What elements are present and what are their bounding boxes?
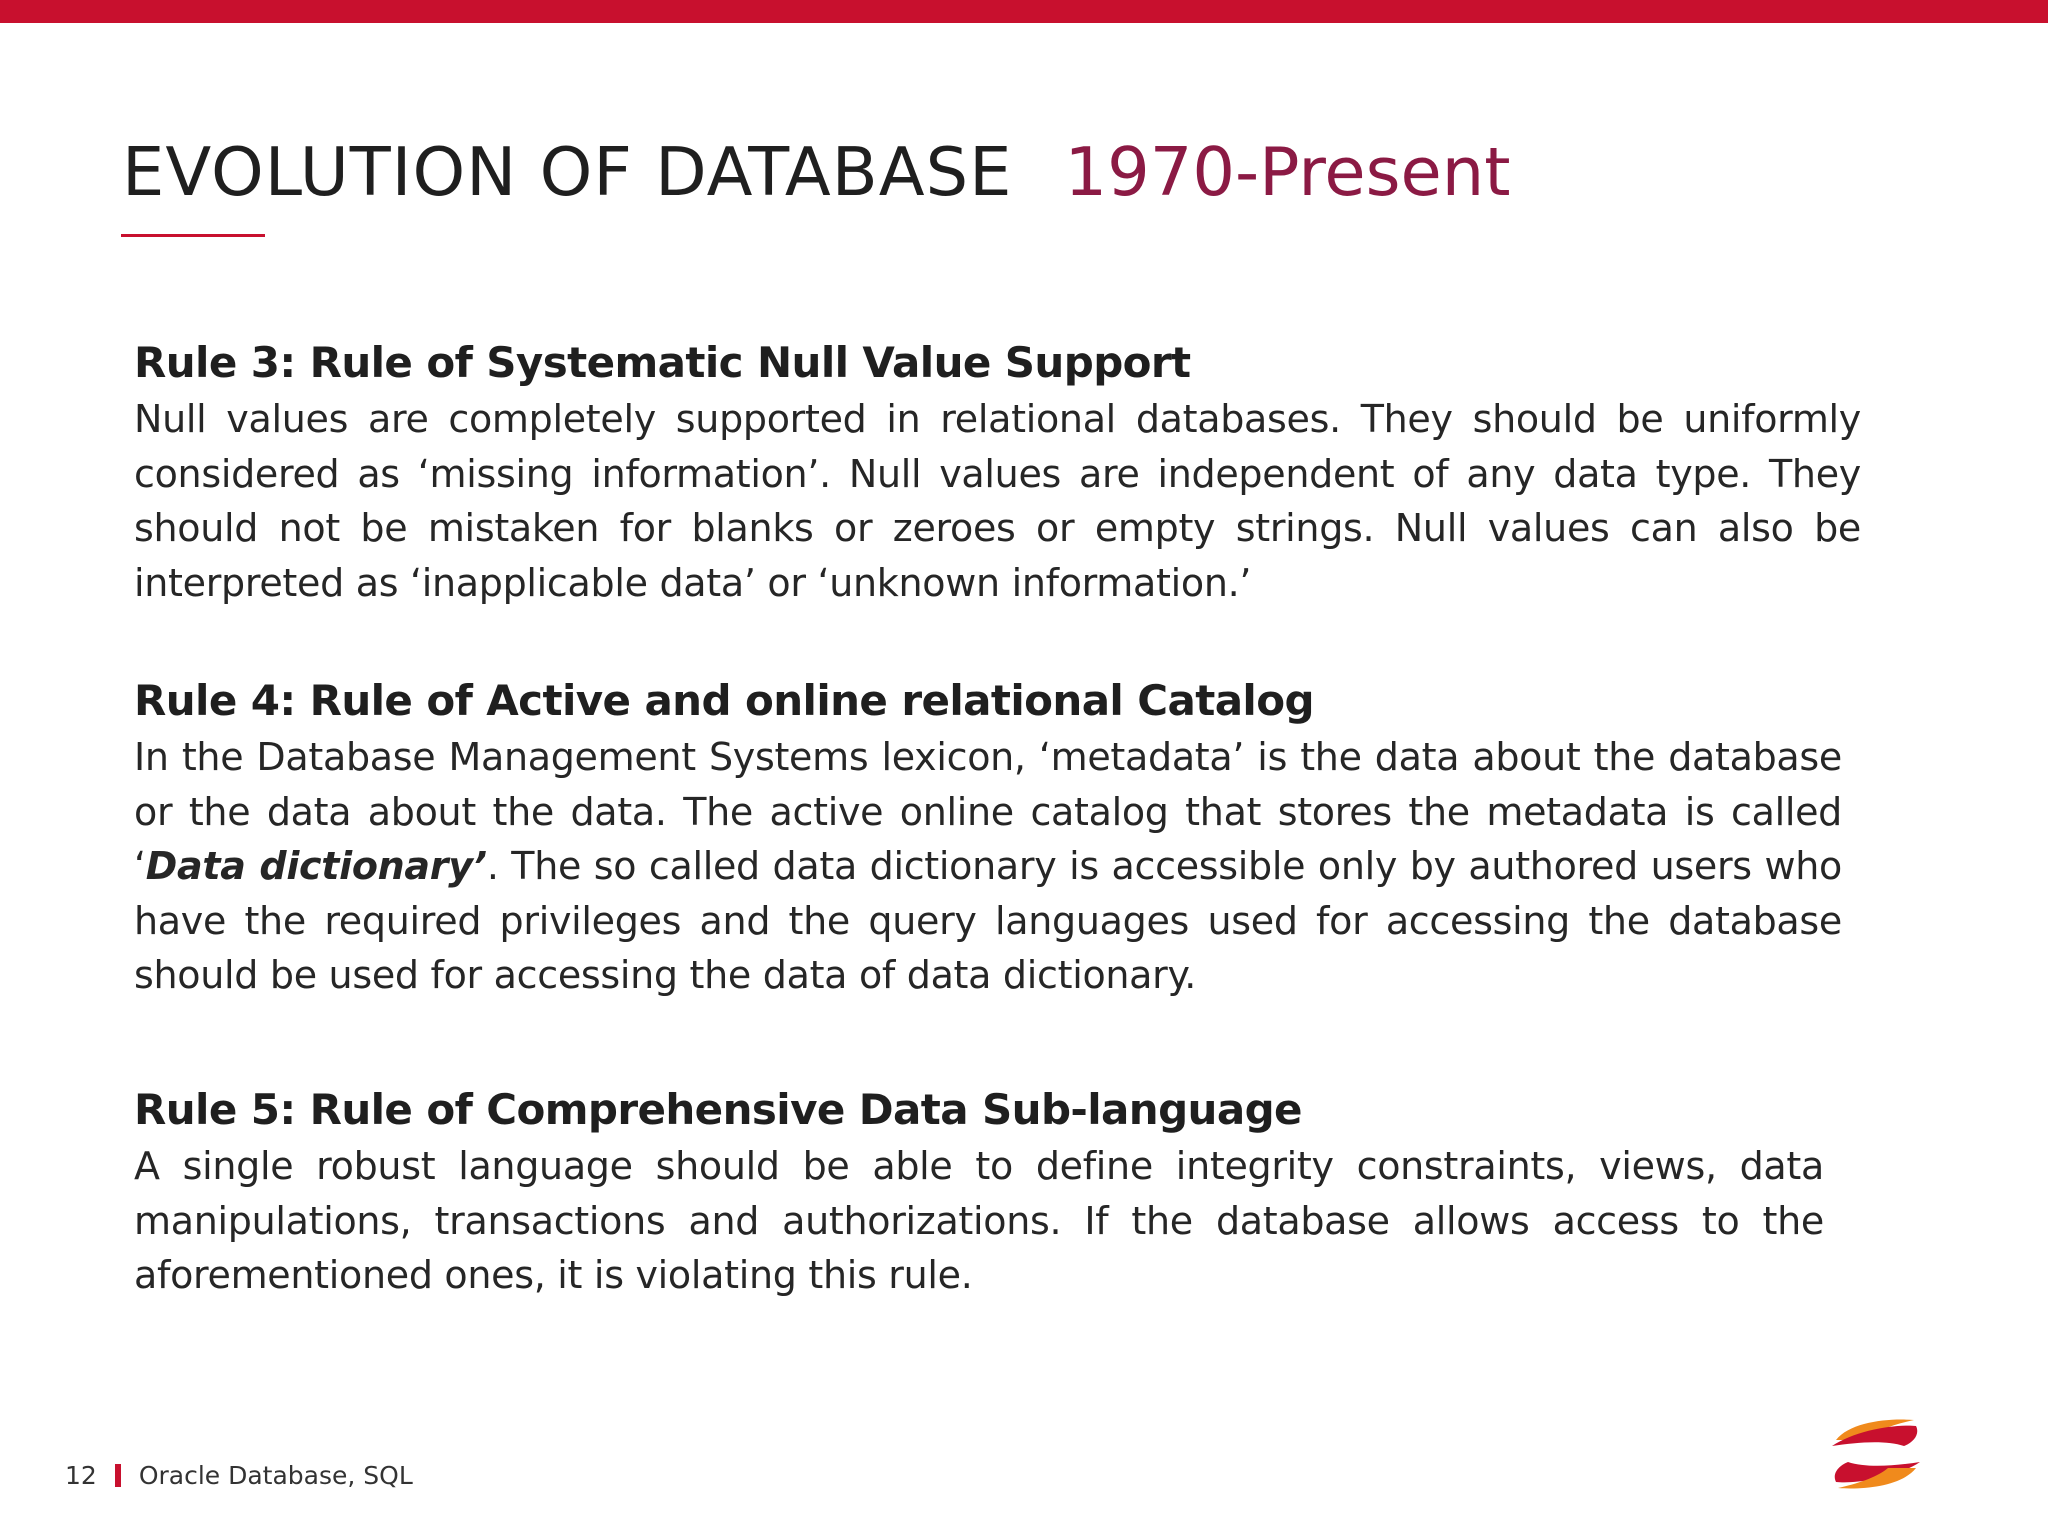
rule-4-section [134,674,1842,1003]
slide-title [122,128,1511,216]
title-main: EVOLUTION OF DATABASE [122,133,1013,211]
rule-4-body-part1: In the Database Management Systems lexicon, ‘metadata’ is the data about the database or the data about the data. The active online catalog that stores the metadata is called ‘ [134,735,1842,888]
rule-3-heading: Rule 3: Rule of Systematic Null Value Support [134,338,1191,387]
rule-4-heading: Rule 4: Rule of Active and online relational Catalog [134,676,1314,725]
rule-5-heading: Rule 5: Rule of Comprehensive Data Sub-language [134,1085,1302,1134]
top-accent-bar [0,0,2048,23]
rule-4-body-emphasis: Data dictionary’ [145,844,487,888]
rule-4-body-part2: . The so called data dictionary is accessible only by authored users who have the required privileges and the query languages used for accessing the database should be used for accessing the data of data dictionary. [134,844,1842,997]
footer-course-label: Oracle Database, SQL [138,1461,413,1490]
rule-5-body: A single robust language should be able to define integrity constraints, views, data manipulations, transactions and authorizations. If the database allows access to the aforementioned ones, it is violating this rule. [134,1144,1824,1297]
rule-3-body: Null values are completely supported in relational databases. They should be uniformly considered as ‘missing information’. Null values are independent of any data type. They should not be mistaken for blanks or zeroes or empty strings. Null values can also be interpreted as ‘inapplicable data’ or ‘unknown information.’ [134,397,1861,605]
title-underline [121,234,265,237]
title-subtitle: 1970-Present [1064,133,1511,211]
slide-footer [65,1459,413,1493]
rule-5-section [134,1083,1824,1303]
footer-separator [115,1464,121,1487]
rule-3-section [134,336,1861,610]
rule-4-body [134,730,1842,1003]
page-number: 12 [65,1461,97,1490]
brand-s-logo-icon [1826,1416,1926,1492]
